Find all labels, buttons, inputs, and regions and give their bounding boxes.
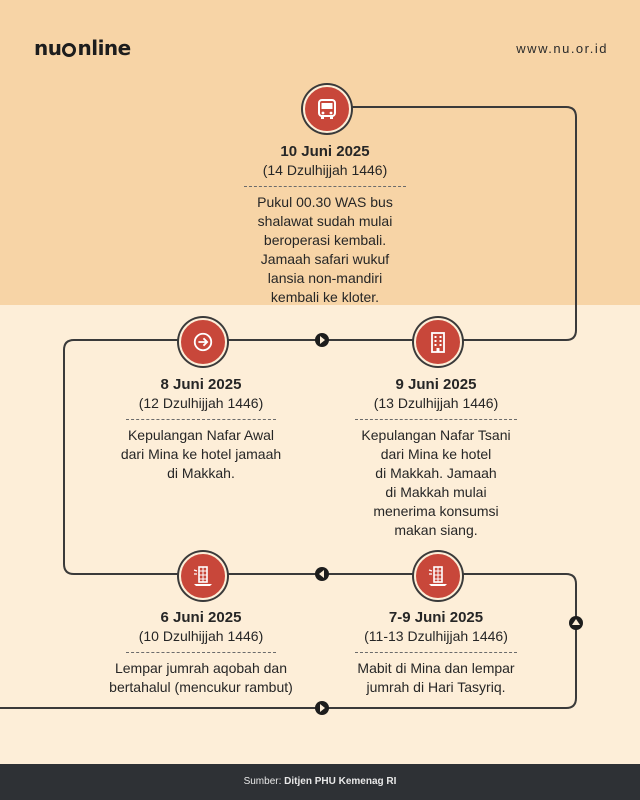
jamarat-icon <box>414 552 462 600</box>
direction-marker-right-2 <box>315 701 329 715</box>
entry-description: Pukul 00.30 WAS bus shalawat sudah mulai beroperasi kembali. Jamaah safari wukuf lansia non-mandiri kembali ke kloter. <box>257 194 393 305</box>
entry-hijri-date: (11-13 Dzulhijjah 1446) <box>364 628 508 644</box>
dashed-divider <box>126 419 276 420</box>
jamarat-icon <box>179 552 227 600</box>
entry-description: Kepulangan Nafar Awal dari Mina ke hotel jamaah di Makkah. <box>120 427 282 481</box>
timeline-entry-9-juni <box>336 375 536 540</box>
source-label: Sumber: <box>243 776 282 787</box>
dashed-divider <box>355 652 517 653</box>
entry-hijri-date: (14 Dzulhijjah 1446) <box>262 162 388 178</box>
timeline-entry-10-juni <box>225 142 425 307</box>
dashed-divider <box>126 652 276 653</box>
bus-icon <box>303 85 351 133</box>
direction-marker-left <box>315 567 329 581</box>
nu-online-logo: nu nline <box>34 36 131 60</box>
timeline-entry-7-9-juni <box>326 608 546 697</box>
source-value: Ditjen PHU Kemenag RI <box>284 776 397 787</box>
website-url: www.nu.or.id <box>516 41 608 56</box>
entry-date: 7-9 Juni 2025 <box>388 609 484 626</box>
entry-date: 10 Juni 2025 <box>280 143 370 160</box>
entry-description: Kepulangan Nafar Tsani dari Mina ke hotel di Makkah. Jamaah di Makkah mulai menerima konsumsi makan siang. <box>361 427 511 538</box>
entry-date: 8 Juni 2025 <box>160 376 242 393</box>
hotel-building-icon <box>414 318 462 366</box>
timeline-entry-8-juni <box>91 375 311 483</box>
direction-marker-right-1 <box>315 333 329 347</box>
direction-marker-up <box>569 616 583 630</box>
source-footer <box>0 764 640 800</box>
entry-hijri-date: (10 Dzulhijjah 1446) <box>138 628 264 644</box>
timeline-entry-6-juni <box>86 608 316 697</box>
dashed-divider <box>244 186 406 187</box>
entry-hijri-date: (13 Dzulhijjah 1446) <box>373 395 499 411</box>
arrow-right-icon <box>179 318 227 366</box>
entry-description: Mabit di Mina dan lempar jumrah di Hari Tasyriq. <box>357 660 515 695</box>
entry-date: 6 Juni 2025 <box>160 609 242 626</box>
entry-description: Lempar jumrah aqobah dan bertahalul (mencukur rambut) <box>109 660 293 695</box>
entry-hijri-date: (12 Dzulhijjah 1446) <box>138 395 264 411</box>
dashed-divider <box>355 419 517 420</box>
entry-date: 9 Juni 2025 <box>395 376 477 393</box>
